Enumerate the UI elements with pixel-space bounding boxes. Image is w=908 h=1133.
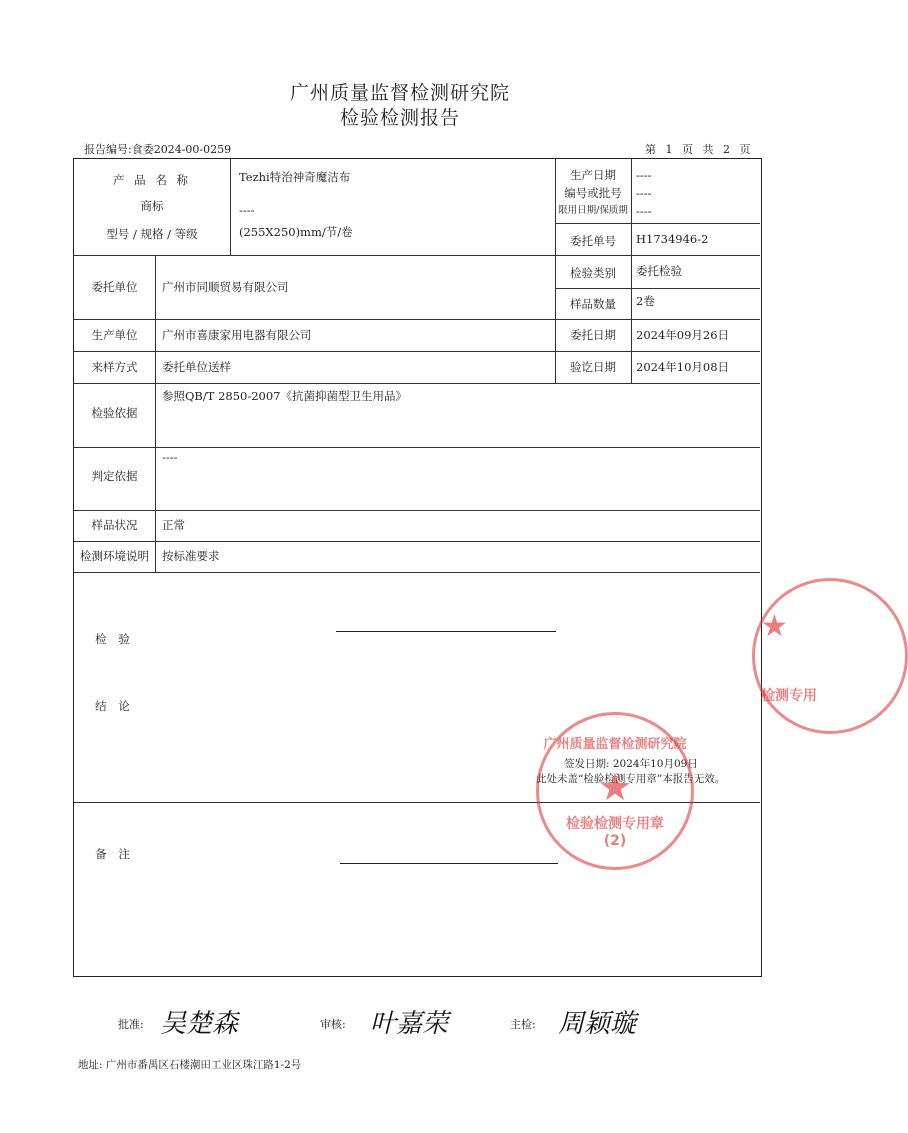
remarks-label: 备 注 [95,847,134,861]
condition-value: 正常 [162,518,185,532]
remarks-blank-line [340,863,558,864]
conclusion-label-1: 检 验 [95,632,134,646]
order-no-value: H1734946-2 [636,232,709,246]
producer-label: 生产单位 [91,328,138,342]
seal-purpose-text: 检验检测专用章 [566,816,664,832]
seal-number: (2) [603,833,627,849]
order-date-value: 2024年09月26日 [636,328,730,342]
expiry-label: 限用日期/保质期 [558,205,628,216]
batch-value: ---- [636,186,652,200]
finish-date-label: 验讫日期 [570,360,616,374]
expiry-value: ---- [636,204,652,218]
sampling-label: 来样方式 [91,360,138,374]
review-signature: 叶嘉荣 [370,1009,449,1039]
edge-seal-star-icon: ★ [761,609,788,644]
env-label: 检测环境说明 [80,549,149,563]
producer-value: 广州市喜康家用电器有限公司 [162,328,312,342]
test-type-value: 委托检验 [636,264,682,278]
client-label: 委托单位 [91,280,138,294]
env-value: 按标准要求 [162,549,220,563]
report-number: 报告编号:食委2024-00-0259 [84,143,232,156]
product-name: Tezhi特治神奇魔洁布 [239,170,351,184]
sampling-value: 委托单位送样 [162,360,231,374]
report-title: 检验检测报告 [339,107,460,129]
seal-star-icon: ★ [597,765,633,809]
condition-label: 样品状况 [91,518,138,532]
approve-label: 批准: [118,1018,144,1031]
address: 地址: 广州市番禺区石楼潮田工业区珠江路1-2号 [78,1059,302,1071]
seal-org-text: 广州质量监督检测研究院 [543,737,687,752]
sample-qty-value: 2卷 [636,294,655,308]
partial-edge-seal [752,578,908,734]
page-info: 第 1 页 共 2 页 [645,143,751,156]
prod-date-value: ---- [636,168,652,182]
issue-date: 签发日期: 2024年10月09日 [564,758,698,770]
batch-label: 编号或批号 [564,186,622,200]
product-name-label: 产 品 名 称 [113,173,191,187]
basis-label: 检验依据 [91,406,138,420]
approve-signature: 吴楚森 [160,1009,239,1039]
stamp-note: 此处未盖“检验检测专用章”本报告无效。 [536,773,726,785]
official-seal [536,712,694,870]
main-inspector-signature: 周颖璇 [558,1009,637,1039]
judge-value: ---- [162,450,178,464]
conclusion-label-2: 结 论 [95,699,134,713]
order-no-label: 委托单号 [570,234,616,248]
brand-value: ---- [239,203,255,217]
basis-value: 参照QB/T 2850-2007《抗菌抑菌型卫生用品》 [162,389,407,403]
main-inspector-label: 主检: [510,1018,536,1031]
test-type-label: 检验类别 [570,266,616,280]
review-label: 审核: [320,1018,346,1031]
institute-title: 广州质量监督检测研究院 [289,82,510,104]
prod-date-label: 生产日期 [570,168,616,182]
brand-label: 商标 [140,199,164,213]
conclusion-blank-line [336,631,556,632]
client-value: 广州市同顺贸易有限公司 [162,280,289,294]
finish-date-value: 2024年10月08日 [636,360,730,374]
sample-qty-label: 样品数量 [570,297,616,311]
judge-label: 判定依据 [91,469,138,483]
model-label: 型号 / 规格 / 等级 [106,227,198,241]
order-date-label: 委托日期 [570,328,616,342]
model-value: (255X250)mm/节/卷 [239,225,353,239]
edge-seal-text: 检测专用 [761,688,817,704]
